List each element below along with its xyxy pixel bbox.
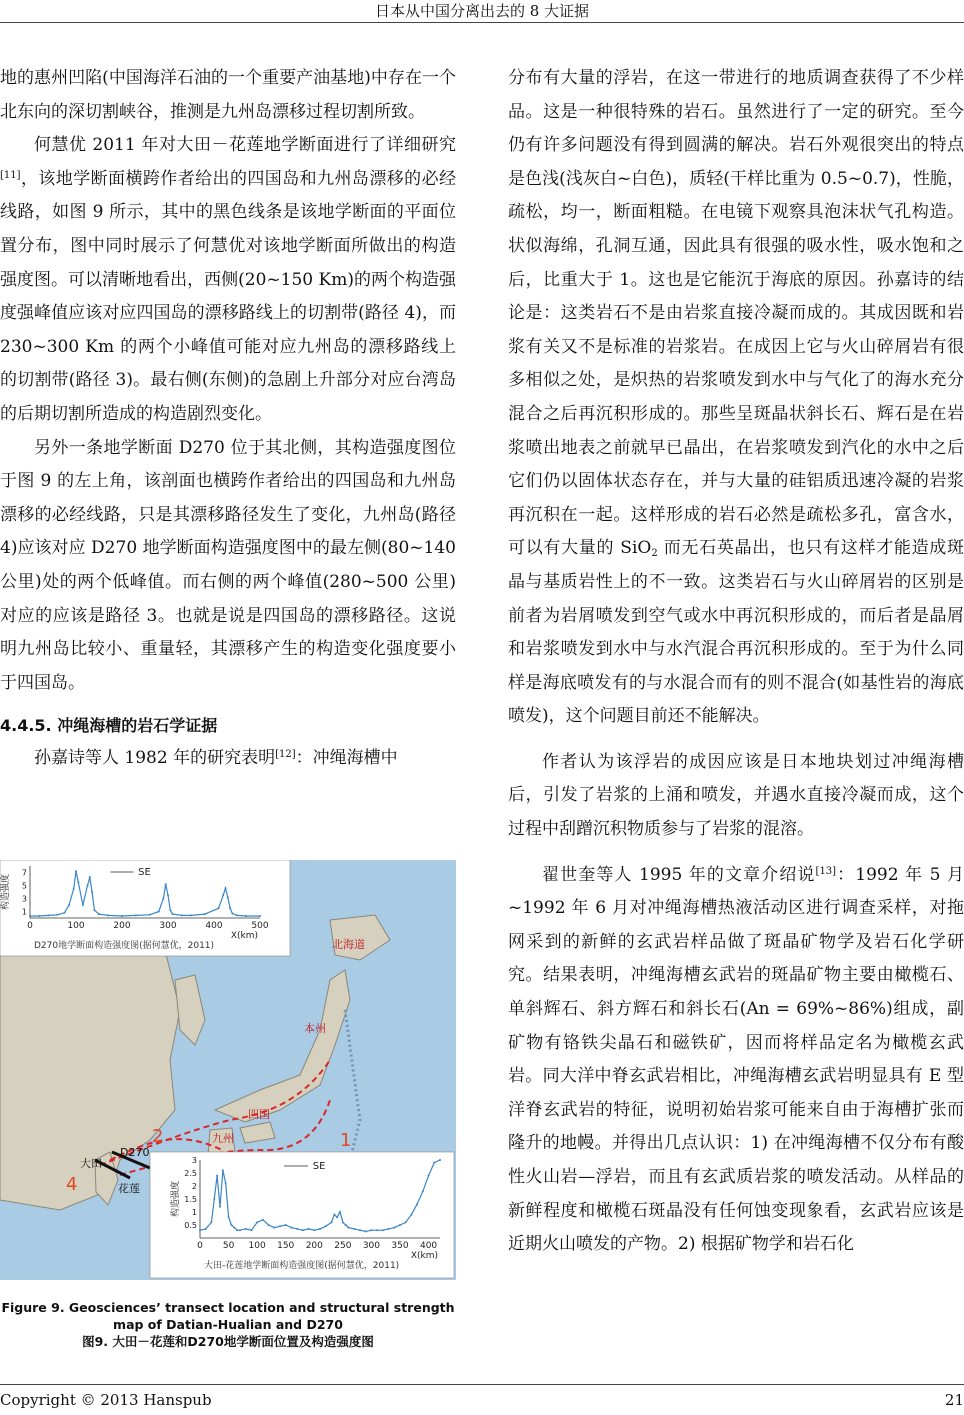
citation-ref: [13]	[815, 865, 837, 877]
d270-data-point	[222, 894, 224, 896]
d270-data-point	[47, 914, 49, 916]
figure-9-map	[0, 860, 456, 1280]
datian-hualian-data-point	[228, 1216, 230, 1218]
label-hokkaido: 北海道	[332, 938, 365, 951]
d270-y-tick-label: 3	[21, 894, 27, 904]
page-number: 21	[944, 1391, 964, 1409]
datian-hualian-data-point	[416, 1203, 418, 1205]
d270-data-point	[190, 914, 192, 916]
datian-hualian-data-point	[433, 1162, 435, 1164]
d270-data-point	[245, 915, 247, 917]
datian-hualian-data-point	[296, 1228, 298, 1230]
d270-data-point	[107, 914, 109, 916]
datian-hualian-data-point	[405, 1221, 407, 1223]
datian-hualian-data-point	[319, 1228, 321, 1230]
datian-hualian-data-point	[250, 1229, 252, 1231]
d270-data-point	[172, 913, 174, 915]
datian-hualian-direction-label: SE	[312, 1161, 326, 1172]
datian-hualian-x-tick-label: 350	[391, 1241, 409, 1251]
paragraph	[508, 62, 964, 734]
datian-hualian-y-tick-label: 0.5	[184, 1221, 197, 1230]
datian-hualian-data-point	[439, 1159, 441, 1161]
subscript: 2	[651, 548, 658, 560]
datian-hualian-data-point	[273, 1227, 275, 1229]
d270-data-point	[204, 913, 206, 915]
d270-x-tick-label: 200	[113, 921, 131, 931]
datian-hualian-y-tick-label: 2	[191, 1182, 197, 1191]
datian-hualian-x-tick-label: 0	[197, 1241, 203, 1251]
d270-data-point	[121, 915, 123, 917]
d270-data-point	[169, 909, 171, 911]
d270-data-point	[75, 870, 77, 872]
d270-y-tick-label: 5	[21, 881, 27, 891]
d270-chart	[0, 860, 290, 956]
d270-data-point	[29, 915, 31, 917]
datian-hualian-chart-title: 大田-花莲地学断面构造强度图(据何慧优，2011)	[204, 1261, 400, 1271]
datian-hualian-data-point	[285, 1224, 287, 1226]
datian-hualian-data-point	[256, 1221, 258, 1223]
caption-en-line1: Figure 9. Geosciences’ transect location and structural strength	[1, 1300, 455, 1315]
d270-data-point	[218, 907, 220, 909]
d270-chart-title: D270地学断面构造强度图(据何慧优，2011)	[34, 941, 215, 951]
datian-hualian-data-point	[348, 1227, 350, 1229]
d270-x-tick-label: 100	[67, 921, 85, 931]
d270-data-point	[135, 914, 137, 916]
datian-hualian-data-point	[336, 1216, 338, 1218]
datian-hualian-data-point	[353, 1228, 355, 1230]
datian-hualian-data-point	[376, 1229, 378, 1231]
datian-hualian-x-tick-label: 150	[277, 1241, 295, 1251]
datian-hualian-y-tick-label: 3	[191, 1156, 197, 1165]
datian-hualian-data-point	[428, 1175, 430, 1177]
d270-data-point	[259, 915, 261, 917]
datian-hualian-data-point	[333, 1214, 335, 1216]
datian-hualian-data-point	[325, 1225, 327, 1227]
datian-hualian-x-axis-label: X(km)	[410, 1251, 438, 1261]
d270-data-point	[73, 888, 75, 890]
left-column	[0, 62, 456, 776]
datian-hualian-x-tick-label: 200	[305, 1241, 323, 1251]
datian-hualian-data-point	[199, 1229, 201, 1231]
datian-hualian-x-tick-label: 400	[419, 1241, 438, 1251]
datian-hualian-data-point	[345, 1224, 347, 1226]
text: 而无石英晶出，也只有这样才能造成斑晶与基质岩性上的不一致。这类岩石与火山碎屑岩的区别是前者为岩屑喷发到空气或水中再沉积形成的，而后者是晶屑和岩浆喷发到水中与水汽混合再沉积形成的。至于为什么同样是海底喷发有的与水混合而有的则不混合(如基性岩的海底喷发)，这个问题目前还不能解决。	[508, 538, 964, 727]
route-label-4: 4	[66, 1174, 78, 1195]
section-heading: 4.4.5. 冲绳海槽的岩石学证据	[0, 716, 218, 736]
d270-data-point	[64, 912, 66, 914]
datian-hualian-data-point	[410, 1214, 412, 1216]
datian-hualian-data-point	[219, 1206, 221, 1208]
d270-data-point	[93, 909, 95, 911]
datian-hualian-data-point	[393, 1227, 395, 1229]
d270-data-point	[225, 887, 227, 889]
d270-x-tick-label: 500	[251, 921, 269, 931]
datian-hualian-data-point	[359, 1229, 361, 1231]
running-header	[0, 0, 964, 23]
datian-hualian-data-point	[245, 1228, 247, 1230]
d270-x-tick-label: 300	[159, 921, 177, 931]
text: 孙嘉诗等人 1982 年的研究表明	[34, 748, 276, 769]
label-datian: 大田	[80, 1157, 102, 1170]
route-label-2: 2	[152, 1126, 164, 1147]
label-shikoku: 四国	[248, 1108, 270, 1121]
d270-x-tick-label: 400	[205, 921, 223, 931]
running-header-title: 日本从中国分离出去的 8 大证据	[374, 2, 590, 20]
d270-data-point	[229, 907, 231, 909]
label-kyushu: 九州	[212, 1132, 234, 1145]
datian-hualian-data-point	[342, 1221, 344, 1223]
datian-hualian-data-point	[422, 1190, 424, 1192]
paragraph: 另外一条地学断面 D270 位于其北侧，其构造强度图位于图 9 的左上角，该剖面也横跨作者给出的四国岛和九州岛漂移的必经线路，只是其漂移路径发生了变化，九州岛(路径 4)应该对应 D270 地学断面构造强度图中的最左侧(80~140 公里)处的两个低峰值。而右侧的两个峰值(280~500 公里)对应的应该是路径 3。也就是说是四国岛的漂移路径。这说明九州岛比较小、重量轻，其漂移产生的构造变化强度要小于四国岛。	[0, 437, 456, 693]
datian-hualian-data-point	[262, 1219, 264, 1221]
datian-hualian-data-point	[213, 1198, 215, 1200]
datian-hualian-data-point	[239, 1229, 241, 1231]
datian-hualian-x-tick-label: 50	[222, 1241, 235, 1251]
datian-hualian-x-tick-label: 100	[248, 1241, 266, 1251]
text: ，该地学断面横跨作者给出的四国岛和九州岛漂移的必经线路，如图 9 所示，其中的黑色线条是该地学断面的平面位置分布，图中同时展示了何慧优对该地学断面所做出的构造强度图。可以清晰地看出，西侧(20~150 Km)的两个构造强度强峰值应该对应四国岛的漂移路线上的切割带(路径 4)，而 230~300 Km 的两个小峰值可能对应九州岛的漂移路线上的切割带(路径 3)。最右侧(东侧)的急剧上升部分对应台湾岛的后期切割所造成的构造剧烈变化。	[0, 168, 456, 424]
d270-data-point	[98, 913, 100, 915]
right-column	[508, 62, 964, 1262]
d270-data-point	[231, 912, 233, 914]
d270-data-point	[82, 904, 84, 906]
paragraph	[0, 129, 456, 431]
paragraph	[508, 859, 964, 1262]
paragraph: 作者认为该浮岩的成因应该是日本地块划过冲绳海槽后，引发了岩浆的上涌和喷发，并遇水直接冷凝而成，这个过程中刮蹭沉积物质参与了岩浆的混溶。	[508, 751, 964, 840]
copyright: Copyright © 2013 Hanspub	[0, 1391, 212, 1409]
text: ：冲绳海槽中	[295, 748, 398, 769]
datian-hualian-data-point	[225, 1182, 227, 1184]
d270-y-tick-label: 1	[21, 907, 27, 917]
label-hualian: 花莲	[118, 1182, 140, 1195]
d270-data-point	[87, 885, 89, 887]
d270-data-point	[165, 883, 167, 885]
datian-hualian-data-point	[382, 1229, 384, 1231]
label-d270: D270	[120, 1146, 150, 1159]
datian-hualian-y-axis-label: 构造强度	[171, 1180, 181, 1218]
label-honshu: 本州	[304, 1022, 326, 1035]
text: 何慧优 2011 年对大田－花莲地学断面进行了详细研究	[34, 135, 456, 156]
d270-y-axis-label: 构造强度	[1, 873, 11, 911]
datian-hualian-data-point	[233, 1227, 235, 1229]
datian-hualian-data-point	[313, 1229, 315, 1231]
datian-hualian-data-point	[365, 1231, 367, 1233]
citation-ref: [11]	[0, 169, 21, 181]
datian-hualian-data-point	[339, 1211, 341, 1213]
datian-hualian-x-tick-label: 300	[362, 1241, 381, 1251]
d270-data-point	[167, 894, 169, 896]
datian-hualian-y-tick-label: 1	[191, 1208, 197, 1217]
datian-hualian-data-point	[370, 1229, 372, 1231]
datian-hualian-data-point	[205, 1228, 207, 1230]
datian-hualian-y-tick-label: 2.5	[184, 1169, 197, 1178]
datian-hualian-data-point	[330, 1221, 332, 1223]
datian-hualian-data-point	[279, 1225, 281, 1227]
datian-hualian-data-point	[302, 1229, 304, 1231]
text: 分布有大量的浮岩，在这一带进行的地质调查获得了不少样品。这是一种很特殊的岩石。虽然进行了一定的研究。至今仍有许多问题没有得到圆满的解决。岩石外观很突出的特点是色浅(浅灰白~白色)，质轻(干样比重为 0.5~0.7)，性脆，疏松，均一，断面粗糙。在电镜下观察具泡沫状气孔构造。状似海绵，孔洞互通，因此具有很强的吸水性，吸水饱和之后，比重大于 1。这也是它能沉于海底的原因。孙嘉诗的结论是：这类岩石不是由岩浆直接冷凝而成的。其成因既和岩浆有关又不是标准的岩浆岩。在成因上它与火山碎屑岩有很多相似之处，是炽热的岩浆喷发到水中与气化了的海水充分混合之后再沉积形成的。那些呈斑晶状斜长石、辉石是在岩浆喷出地表之前就早已晶出，在岩浆喷发到汽化的水中之后它们仍以固体状态存在，并与大量的硅铝质迅速冷凝的岩浆再沉积在一起。这样形成的岩石必然是疏松多孔，富含水，可以有大量的 SiO	[508, 68, 964, 559]
datian-hualian-data-point	[230, 1224, 232, 1226]
d270-data-point	[91, 891, 93, 893]
d270-direction-label: SE	[138, 867, 151, 878]
d270-data-point	[181, 914, 183, 916]
text: 翟世奎等人 1995 年的文章介绍说	[542, 864, 816, 885]
d270-data-point	[162, 898, 164, 900]
d270-x-tick-label: 0	[27, 921, 33, 931]
caption-en-line2: map of Datian-Hualian and D270	[113, 1317, 343, 1332]
datian-hualian-data-point	[216, 1175, 218, 1177]
d270-data-point	[236, 914, 238, 916]
datian-hualian-data-point	[236, 1229, 238, 1231]
d270-data-point	[227, 896, 229, 898]
d270-data-point	[158, 911, 160, 913]
datian-hualian-chart	[150, 1152, 454, 1278]
paragraph	[0, 742, 456, 776]
citation-ref: [12]	[275, 749, 296, 761]
datian-hualian-data-point	[210, 1221, 212, 1223]
datian-hualian-y-tick-label: 1.5	[184, 1195, 197, 1204]
datian-hualian-data-point	[308, 1228, 310, 1230]
d270-data-point	[77, 881, 79, 883]
text: ：1992 年 5 月~1992 年 6 月对冲绳海槽热液活动区进行调查采样，对拖网采到的新鲜的玄武岩样品做了斑晶矿物学及岩石化学研究。结果表明，冲绳海槽玄武岩的斑晶矿物主要由橄榄石、单斜辉石、斜方辉石和斜长石(An = 69%~86%)组成，副矿物有铬铁尖晶石和磁铁矿，因而将样品定名为橄榄玄武岩。同大洋中脊玄武岩相比，冲绳海槽玄武岩明显具有 E 型洋脊玄武岩的特征，说明初始岩浆可能来自由于海槽扩张而隆升的地幔。并得出几点认识：1) 在冲绳海槽不仅分布有酸性火山岩—浮岩，而且有玄武质岩浆的喷发活动。从样品的新鲜程度和橄榄石斑晶没有任何蚀变现象看，玄武岩应该是近期火山喷发的产物。2) 根据矿物学和岩石化	[508, 864, 964, 1255]
datian-hualian-data-point	[388, 1228, 390, 1230]
paragraph: 地的惠州凹陷(中国海洋石油的一个重要产油基地)中存在一个北东向的深切割峡谷，推测是九州岛漂移过程切割所致。	[0, 68, 456, 122]
d270-data-point	[89, 876, 91, 878]
datian-hualian-x-tick-label: 250	[334, 1241, 352, 1251]
datian-hualian-data-point	[222, 1169, 224, 1171]
d270-data-point	[38, 915, 40, 917]
figure-9	[0, 860, 456, 1280]
route-label-1: 1	[340, 1130, 352, 1151]
d270-data-point	[57, 914, 59, 916]
d270-data-point	[149, 914, 151, 916]
figure-caption	[0, 1299, 456, 1350]
datian-hualian-data-point	[290, 1227, 292, 1229]
d270-data-point	[68, 904, 70, 906]
d270-y-tick-label: 7	[21, 868, 27, 878]
page-footer	[0, 1384, 964, 1415]
datian-hualian-data-point	[268, 1224, 270, 1226]
d270-x-axis-label: X(km)	[230, 931, 258, 941]
caption-zh: 图9. 大田－花莲和D270地学断面位置及构造强度图	[82, 1334, 374, 1349]
datian-hualian-data-point	[399, 1224, 401, 1226]
